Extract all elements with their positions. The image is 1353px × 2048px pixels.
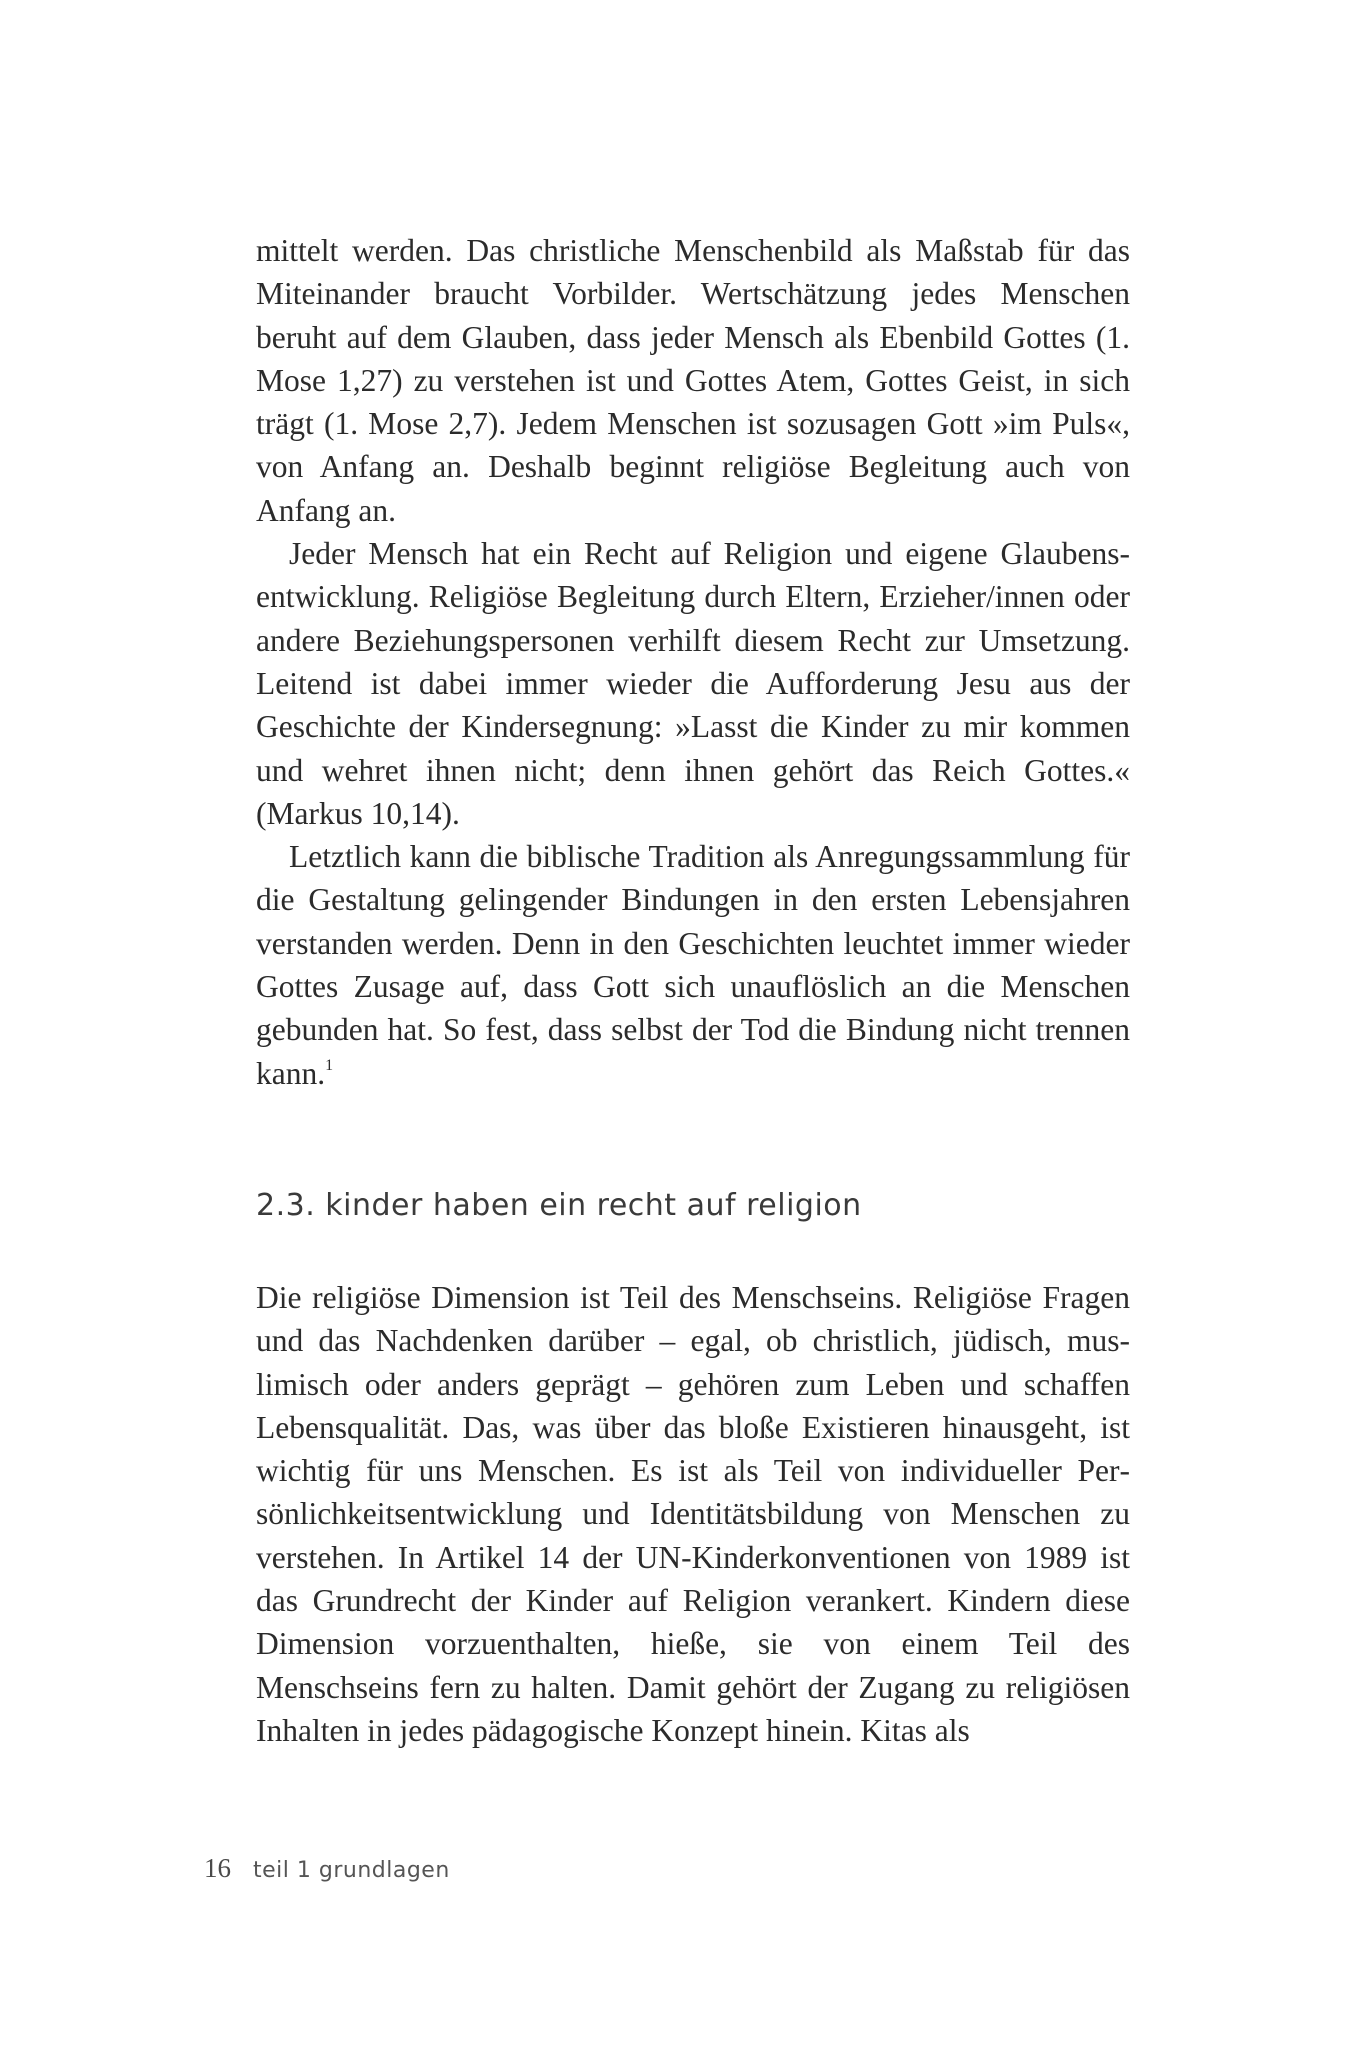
footnote-marker: 1 xyxy=(325,1056,334,1074)
body-text-bottom xyxy=(256,1276,1130,1752)
paragraph-biblical-tradition-text: Letztlich kann die biblische Tradition als Anregungssammlung für die Gestaltung gelingender Bindungen in den ersten Lebensjahren verstanden werden. Denn in den Geschichten leuchtet immer wieder Gottes Zusage auf, dass Gott sich unauflöslich an die Menschen gebunden hat. So fest, dass selbst der Tod die Bindung nicht trennen kann. xyxy=(256,839,1130,1091)
page-number: 16 xyxy=(204,1853,231,1883)
page-footer xyxy=(204,1853,450,1887)
body-text-top xyxy=(256,229,1130,1095)
paragraph-religious-dimension: Die religiöse Dimension ist Teil des Menschseins. Religiöse Fragen und das Nachdenken darüber – egal, ob christlich, jüdisch, muslimisch oder anders geprägt – gehören zum Leben und schaffen Lebensqualität. Das, was über das bloße Existieren hinausgeht, ist wichtig für uns Menschen. Es ist als Teil von individueller Persönlichkeitsentwicklung und Identitätsbildung von Menschen zu verstehen. In Artikel 14 der UN-Kinderkonventionen von 1989 ist das Grundrecht der Kinder auf Religion verankert. Kindern diese Dimension vorzuenthalten, hieße, sie von einem Teil des Menschseins fern zu halten. Damit gehört der Zugang zu religiösen Inhalten in jedes pädagogische Konzept hinein. Kitas als xyxy=(256,1280,1130,1748)
paragraph-biblical-tradition xyxy=(256,835,1130,1095)
paragraph-right-to-religion: Jeder Mensch hat ein Recht auf Religion und eigene Glaubensentwicklung. Religiöse Begleitung durch Eltern, Erzieher/innen oder andere Beziehungspersonen verhilft diesem Recht zur Umsetzung. Leitend ist dabei immer wieder die Aufforderung Jesu aus der Geschichte der Kindersegnung: »Lasst die Kinder zu mir kommen und wehret ihnen nicht; denn ihnen gehört das Reich Gottes.« (Markus 10,14). xyxy=(256,536,1130,831)
paragraph-continuation: mittelt werden. Das christliche Menschenbild als Maßstab für das Miteinander braucht Vorbilder. Wertschätzung jedes Menschen beruht auf dem Glauben, dass jeder Mensch als Ebenbild Gottes (1. Mose 1,27) zu verstehen ist und Gottes Atem, Gottes Geist, in sich trägt (1. Mose 2,7). Jedem Menschen ist sozusagen Gott »im Puls«, von Anfang an. Deshalb beginnt religiöse Begleitung auch von Anfang an. xyxy=(256,233,1130,528)
running-head: teil 1 grundlagen xyxy=(253,1858,450,1883)
section-heading: 2.3. kinder haben ein recht auf religion xyxy=(256,1188,862,1223)
